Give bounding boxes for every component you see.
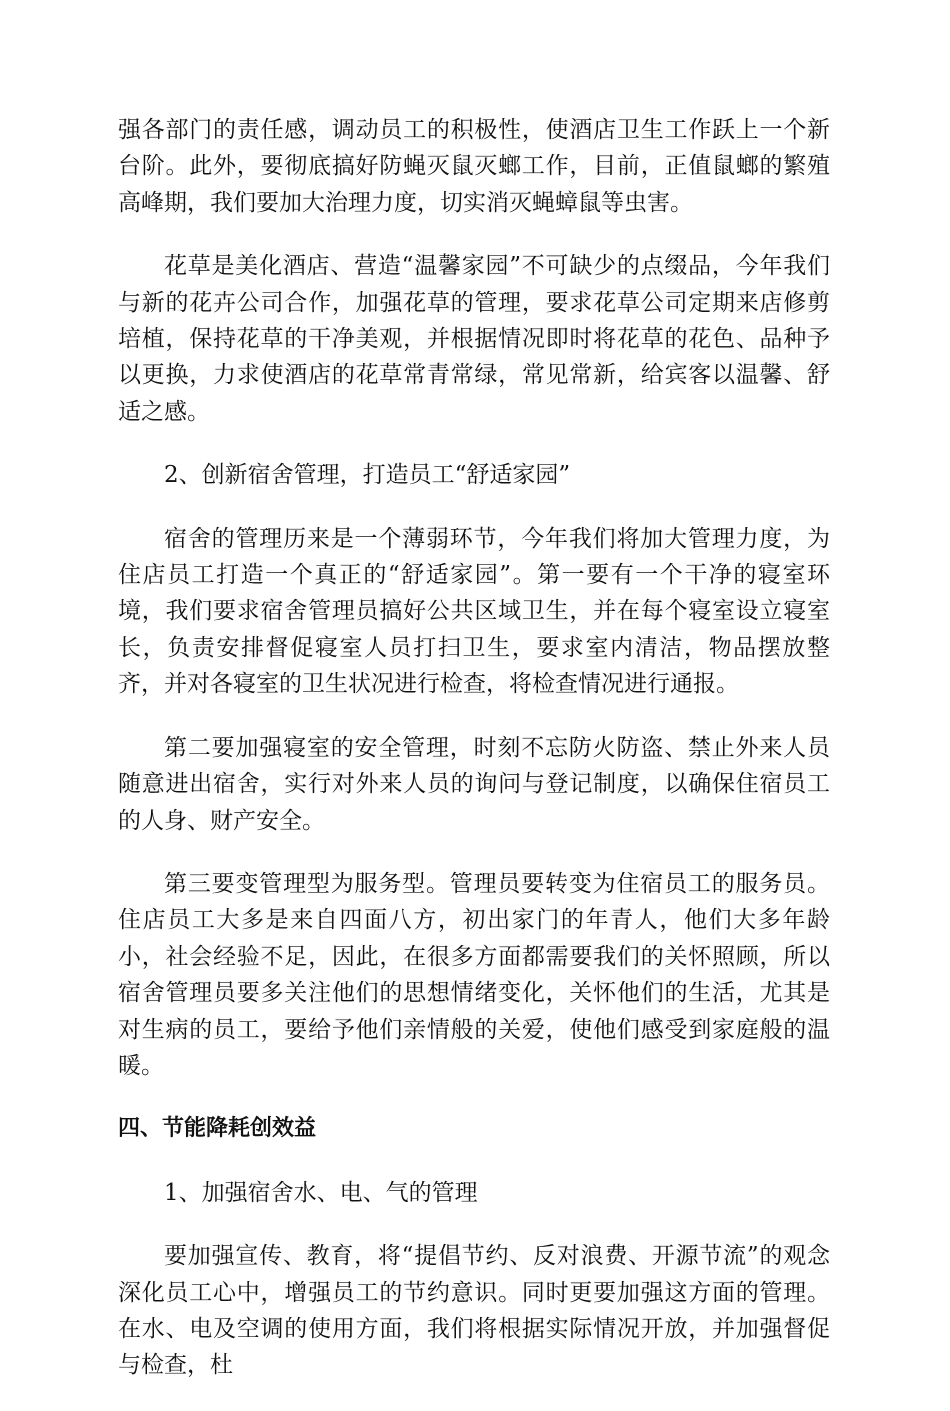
paragraph-dormitory-environment: 宿舍的管理历来是一个薄弱环节，今年我们将加大管理力度，为住店员工打造一个真正的“舒适家园”。第一要有一个干净的寝室环境，我们要求宿舍管理员搞好公共区域卫生，并在每个寝室设立寝室长，负责安排督促寝室人员打扫卫生，要求室内清洁，物品摆放整齐，并对各寝室的卫生状况进行检查，将检查情况进行通报。: [118, 525, 830, 698]
paragraph-hygiene-continued: 强各部门的责任感，调动员工的积极性，使酒店卫生工作跃上一个新台阶。此外，要彻底搞好防蝇灭鼠灭螂工作，目前，正值鼠螂的繁殖高峰期，我们要加大治理力度，切实消灭蝇蟑鼠等虫害。: [118, 117, 830, 216]
subheading-utilities: 1、加强宿舍水、电、气的管理: [164, 1179, 478, 1206]
document-body: [118, 112, 830, 1411]
paragraph-dormitory-service: 第三要变管理型为服务型。管理员要转变为住宿员工的服务员。住店员工大多是来自四面八方，初出家门的年青人，他们大多年龄小，社会经验不足，因此，在很多方面都需要我们的关怀照顾，所以宿舍管理员要多关注他们的思想情绪变化，关怀他们的生活，尤其是对生病的员工，要给予他们亲情般的关爱，使他们感受到家庭般的温暖。: [118, 870, 830, 1079]
paragraph-utilities: 要加强宣传、教育，将“提倡节约、反对浪费、开源节流”的观念深化员工心中，增强员工的节约意识。同时更要加强这方面的管理。在水、电及空调的使用方面，我们将根据实际情况开放，并加强督促与检查，杜: [118, 1243, 830, 1379]
subheading-dormitory: 2、创新宿舍管理，打造员工“舒适家园”: [164, 462, 571, 489]
paragraph-dormitory-safety: 第二要加强寝室的安全管理，时刻不忘防火防盗、禁止外来人员随意进出宿舍，实行对外来人员的询问与登记制度，以确保住宿员工的人身、财产安全。: [118, 734, 830, 834]
section-heading-energy: 四、节能降耗创效益: [118, 1116, 317, 1142]
paragraph-flowers: 花草是美化酒店、营造“温馨家园”不可缺少的点缀品，今年我们与新的花卉公司合作，加强花草的管理，要求花草公司定期来店修剪培植，保持花草的干净美观，并根据情况即时将花草的花色、品种予以更换，力求使酒店的花草常青常绿，常见常新，给宾客以温馨、舒适之感。: [118, 253, 830, 425]
